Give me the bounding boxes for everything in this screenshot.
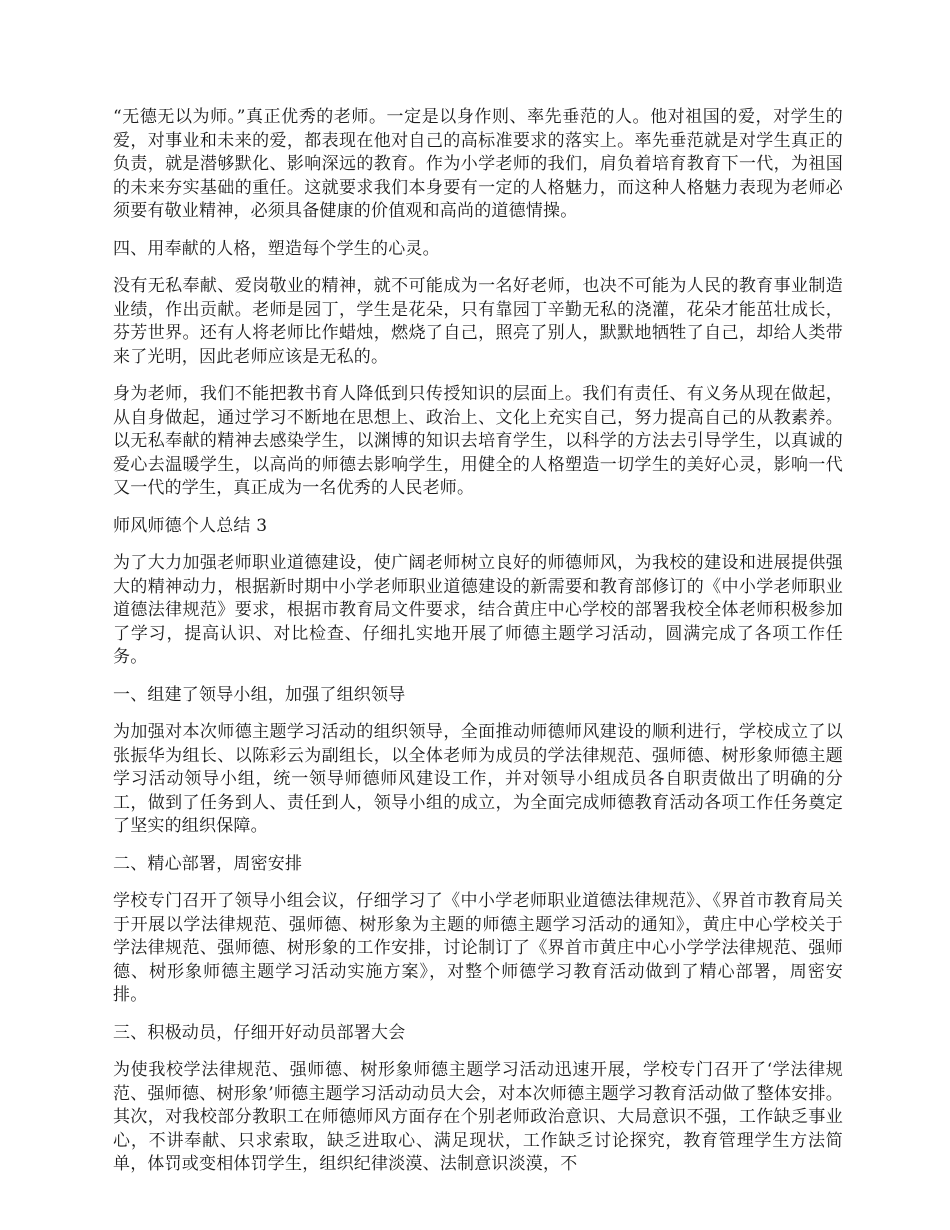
- section-heading: 四、用奉献的人格，塑造每个学生的心灵。: [113, 238, 440, 259]
- paragraph: 为使我校学法律规范、强师德、树形象师德主题学习活动迅速开展，学校专门召开了‘学法律规范、强师德、树形象’师德主题学习活动动员大会，对本次师德主题学习教育活动做了整体安排。其次，对我校部分教职工在师德师风方面存在个别老师政治意识、大局意识不强，工作缺乏事业心，不讲奉献、只求索取，缺乏进取心、满足现状，工作缺乏讨论探究，教育管理学生方法简单，体罚或变相体罚学生，组织纪律淡漠、法制意识淡漠，不: [113, 1060, 843, 1174]
- section-heading: 三、积极动员，仔细开好动员部署大会: [113, 1022, 406, 1043]
- paragraph: 没有无私奉献、爱岗敬业的精神，就不可能成为一名好老师，也决不可能为人民的教育事业制造业绩，作出贡献。老师是园丁，学生是花朵，只有靠园丁辛勤无私的浇灌，花朵才能茁壮成长，芬芳世界。还有人将老师比作蜡烛，燃烧了自己，照亮了别人，默默地牺牲了自己，却给人类带来了光明，因此老师应该是无私的。: [113, 276, 843, 367]
- paragraph: 学校专门召开了领导小组会议，仔细学习了《中小学老师职业道德法律规范》、《界首市教育局关于开展以学法律规范、强师德、树形象为主题的师德主题学习活动的通知》，黄庄中心学校关于学法律规范、强师德、树形象的工作安排，讨论制订了《界首市黄庄中心小学学法律规范、强师德、树形象师德主题学习活动实施方案》，对整个师德学习教育活动做到了精心部署，周密安排。: [113, 891, 843, 1005]
- paragraph: 身为老师，我们不能把教书育人降低到只传授知识的层面上。我们有责任、有义务从现在做起，从自身做起，通过学习不断地在思想上、政治上、文化上充实自己，努力提高自己的从教素养。以无私奉献的精神去感染学生，以渊博的知识去培育学生，以科学的方法去引导学生，以真诚的爱心去温暖学生，以高尚的师德去影响学生，用健全的人格塑造一切学生的美好心灵，影响一代又一代的学生，真正成为一名优秀的人民老师。: [113, 384, 843, 498]
- section-heading: 一、组建了领导小组，加强了组织领导: [113, 684, 406, 705]
- paragraph: “无德无以为师。”真正优秀的老师。一定是以身作则、率先垂范的人。他对祖国的爱，对学生的爱，对事业和未来的爱，都表现在他对自己的高标准要求的落实上。率先垂范就是对学生真正的负责，就是潜够默化、影响深远的教育。作为小学老师的我们，肩负着培育教育下一代，为祖国的未来夯实基础的重任。这就要求我们本身要有一定的人格魅力，而这种人格魅力表现为老师必须要有敬业精神，必须具备健康的价值观和高尚的道德情操。: [113, 107, 843, 221]
- document-page: [113, 106, 843, 1191]
- paragraph: 为了大力加强老师职业道德建设，使广阔老师树立良好的师德师风，为我校的建设和进展提供强大的精神动力，根据新时期中小学老师职业道德建设的新需要和教育部修订的《中小学老师职业道德法律规范》要求，根据市教育局文件要求，结合黄庄中心学校的部署我校全体老师积极参加了学习，提高认识、对比检查、仔细扎实地开展了师德主题学习活动，圆满完成了各项工作任务。: [113, 553, 843, 667]
- paragraph: 为加强对本次师德主题学习活动的组织领导，全面推动师德师风建设的顺利进行，学校成立了以张振华为组长、以陈彩云为副组长，以全体老师为成员的学法律规范、强师德、树形象师德主题学习活动领导小组，统一领导师德师风建设工作，并对领导小组成员各自职责做出了明确的分工，做到了任务到人、责任到人，领导小组的成立，为全面完成师德教育活动各项工作任务奠定了坚实的组织保障。: [113, 722, 843, 836]
- section-heading: 师风师德个人总结 3: [113, 515, 268, 536]
- section-heading: 二、精心部署，周密安排: [113, 853, 303, 874]
